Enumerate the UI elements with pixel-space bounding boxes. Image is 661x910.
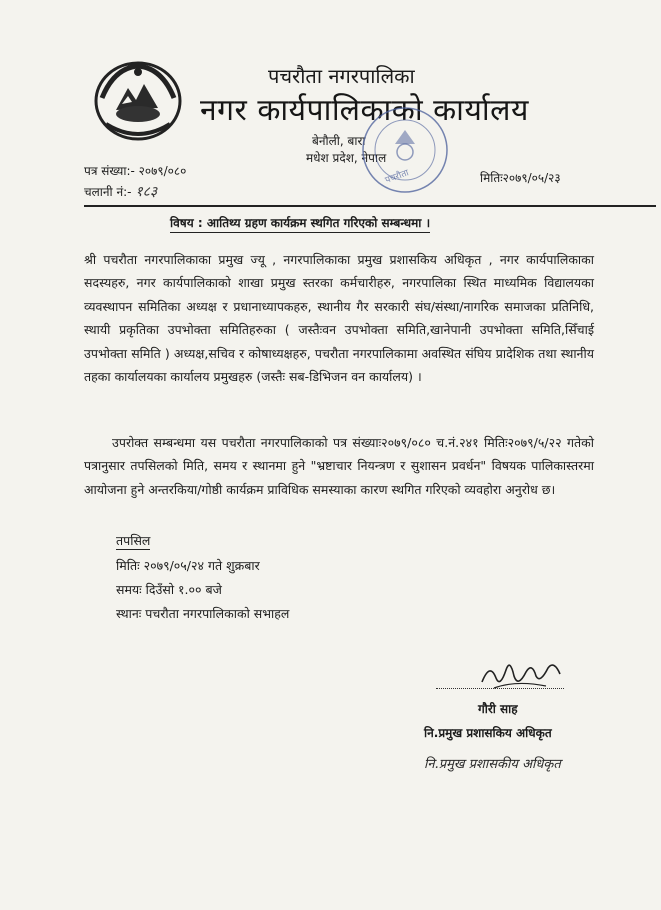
signer-title: नि.प्रमुख प्रशासकिय अधिकृत [424, 726, 552, 740]
address-line-2: मधेश प्रदेश, नेपाल [306, 151, 387, 165]
addressee-paragraph: श्री पचरौता नगरपालिकाका प्रमुख ज्यू , नगरपालिकाका प्रमुख प्रशासकिय अधिकृत , नगर कार्यपालिकाका सदस्यहरु, नगर कार्यपालिकाको शाखा प्रमुख स्तरका कर्मचारीहरु, नगरपालिका स्थित माध्यमिक विद्यालयका व्यवस्थापन समितिका अध्यक्ष र प्रधानाध्यापकहरु, स्थानीय गैर सरकारी संघ/संस्था/नागरिक समाजका प्रतिनिधि, स्थायी प्रकृतिका उपभोक्ता समितिहरुका ( जस्तैःवन उपभोक्ता समिति,खानेपानी उपभोक्ता समिति,सिँचाई उपभोक्ता समिति ) अध्यक्ष,सचिव र कोषाध्यक्षहरु, पचरौता नगरपालिकामा अवस्थित संघिय प्रादेशिक तथा स्थानीय तहका कार्यालयका कार्यालय प्रमुखहरु (जस्तैः सब-डिभिजन वन कार्यालय) । [84, 252, 594, 385]
dispatch-number [84, 182, 157, 201]
dispatch-label: चलानी नं:- [84, 185, 132, 199]
letter-date: मितिः२०७९/०५/२३ [480, 171, 561, 185]
reference-number: पत्र संख्या:- २०७९/०८० [84, 164, 187, 178]
office-title: नगर कार्यपालिकाको कार्यालय [200, 93, 529, 128]
office-seal-stamp [355, 100, 455, 200]
detail-venue: स्थानः पचरौता नगरपालिकाको सभाहल [116, 606, 290, 621]
nepal-emblem-logo [92, 58, 184, 144]
address-line-1: बेनौली, बारा [312, 134, 366, 148]
body-paragraph: उपरोक्त सम्बन्धमा यस पचरौता नगरपालिकाको पत्र संख्याः२०७९/०८० च.नं.२४१ मितिः२०७९/५/२२ गतेको पत्रानुसार तपसिलको मिति, समय र स्थानमा हुने "भ्रष्टाचार नियन्त्रण र सुशासन प्रवर्धन" विषयक पालिकास्तरमा आयोजना हुने अन्तरकिया/गोष्ठी कार्यक्रम प्राविधिक समस्याका कारण स्थगित गरिएको व्यवहोरा अनुरोध छ। [84, 435, 594, 497]
header-divider [84, 205, 656, 207]
details-heading: तपसिल [116, 533, 151, 548]
municipality-name: पचरौता नगरपालिका [268, 64, 415, 88]
subject-line: विषय : आतिथ्य ग्रहण कार्यक्रम स्थगित गरिएको सम्बन्धमा । [170, 214, 430, 233]
designation-stamp: नि.प्रमुख प्रशासकीय अधिकृत [424, 757, 561, 772]
detail-date: मितिः २०७९/०५/२४ गते शुक्रबार [116, 558, 260, 573]
dispatch-value: १८३ [135, 184, 158, 200]
detail-time: समयः दिउँसो १.०० बजे [116, 582, 222, 597]
handwritten-signature [476, 652, 566, 698]
svg-text:पचरौता: पचरौता [383, 168, 411, 186]
signer-name: गौरी साह [478, 702, 518, 716]
signature-line [436, 688, 564, 689]
